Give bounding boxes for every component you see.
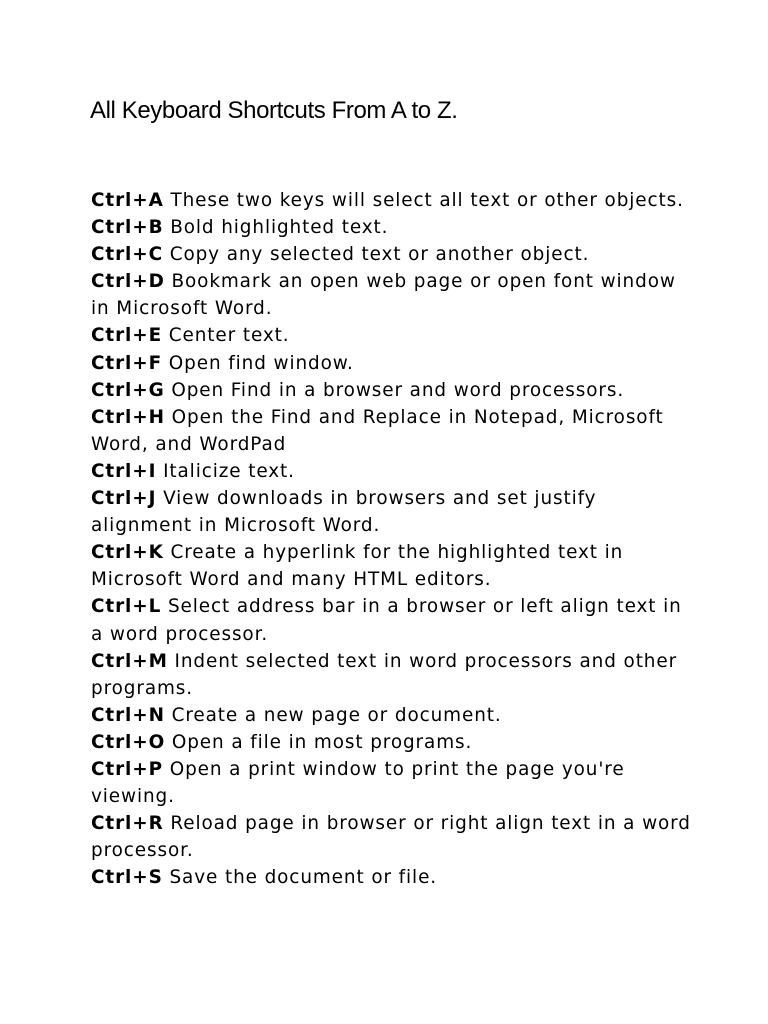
shortcut-item: [91, 322, 691, 349]
shortcut-description: Bold highlighted text.: [163, 217, 389, 239]
shortcut-item: [91, 539, 691, 593]
shortcut-description: View downloads in browsers and set justify alignment in Microsoft Word.: [91, 488, 597, 537]
shortcut-item: [91, 350, 691, 377]
shortcut-item: [91, 377, 691, 404]
shortcut-description: Center text.: [162, 325, 290, 347]
shortcut-list: [91, 187, 691, 891]
shortcut-key: Ctrl+J: [91, 488, 157, 510]
shortcut-item: [91, 485, 691, 539]
shortcut-description: Copy any selected text or another object.: [162, 244, 590, 266]
shortcut-description: Reload page in browser or right align text in a word processor.: [91, 813, 691, 862]
shortcut-item: [91, 214, 691, 241]
shortcut-description: Create a hyperlink for the highlighted text in Microsoft Word and many HTML editors.: [91, 542, 624, 591]
shortcut-key: Ctrl+B: [91, 217, 164, 239]
shortcut-item: [91, 404, 691, 458]
shortcut-description: Open a file in most programs.: [165, 731, 473, 753]
shortcut-item: [91, 756, 691, 810]
shortcut-key: Ctrl+N: [91, 704, 165, 726]
shortcut-item: [91, 593, 691, 647]
shortcut-key: Ctrl+K: [91, 542, 164, 564]
shortcut-item: [91, 458, 691, 485]
shortcut-description: Create a new page or document.: [164, 704, 502, 726]
shortcut-item: [91, 810, 691, 864]
shortcut-item: [91, 241, 691, 268]
shortcut-item: [91, 268, 691, 322]
shortcut-key: Ctrl+M: [91, 650, 168, 672]
shortcut-key: Ctrl+I: [91, 460, 157, 482]
shortcut-key: Ctrl+L: [91, 596, 162, 618]
shortcut-item: [91, 648, 691, 702]
shortcut-description: Italicize text.: [156, 460, 295, 482]
page-title: All Keyboard Shortcuts From A to Z.: [90, 97, 458, 124]
shortcut-description: Indent selected text in word processors and other programs.: [91, 650, 678, 699]
shortcut-key: Ctrl+R: [91, 813, 164, 835]
shortcut-description: Bookmark an open web page or open font window in Microsoft Word.: [91, 271, 676, 320]
shortcut-key: Ctrl+H: [91, 406, 165, 428]
shortcut-key: Ctrl+P: [91, 758, 163, 780]
shortcut-item: [91, 702, 691, 729]
shortcut-key: Ctrl+F: [91, 352, 163, 374]
shortcut-key: Ctrl+C: [91, 244, 163, 266]
shortcut-description: Open Find in a browser and word processors.: [164, 379, 625, 401]
shortcut-key: Ctrl+O: [91, 731, 166, 753]
shortcut-description: Open find window.: [162, 352, 354, 374]
shortcut-key: Ctrl+E: [91, 325, 163, 347]
shortcut-description: Open the Find and Replace in Notepad, Microsoft Word, and WordPad: [91, 406, 664, 455]
shortcut-item: [91, 187, 691, 214]
shortcut-key: Ctrl+D: [91, 271, 165, 293]
shortcut-description: Select address bar in a browser or left align text in a word processor.: [91, 596, 682, 645]
shortcut-key: Ctrl+G: [91, 379, 165, 401]
shortcut-item: [91, 729, 691, 756]
shortcut-key: Ctrl+A: [91, 190, 164, 211]
shortcut-key: Ctrl+S: [91, 867, 163, 889]
shortcut-description: Save the document or file.: [162, 867, 438, 889]
shortcut-description: Open a print window to print the page you're viewing.: [91, 758, 625, 808]
shortcut-item: [91, 864, 691, 891]
shortcut-description: These two keys will select all text or other objects.: [163, 190, 684, 211]
